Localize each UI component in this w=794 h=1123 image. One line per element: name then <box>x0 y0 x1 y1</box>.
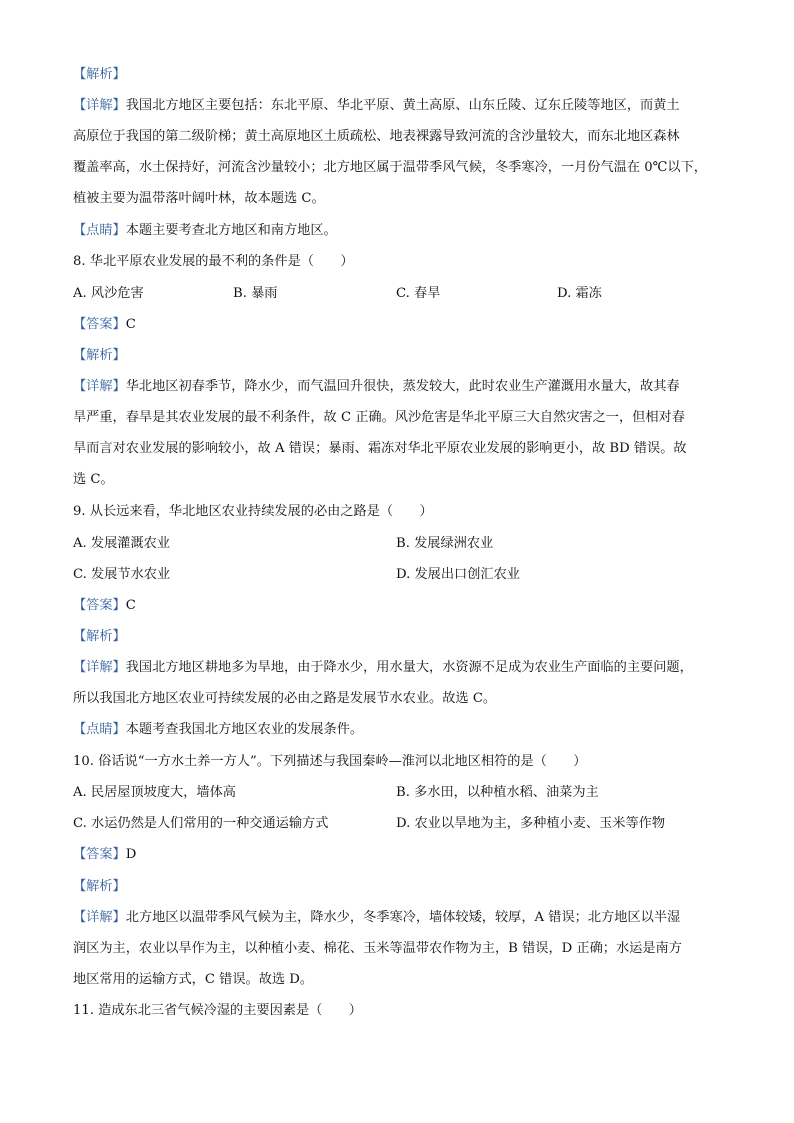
detail-line: 所以我国北方地区农业可持续发展的必由之路是发展节水农业。故选 C。 <box>73 691 497 706</box>
analysis-heading <box>73 66 126 84</box>
detail-line: 高原位于我国的第二级阶梯；黄土高原地区土质疏松、地表裸露导致河流的含沙量较大，而东北地区森林 <box>73 129 680 144</box>
question-stem: 10. 俗话说“一方水土养一方人”。下列描述与我国秦岭—淮河以北地区相符的是（ ） <box>73 754 587 769</box>
option-d: D. 农业以旱地为主，多种植小麦、玉米等作物 <box>396 816 666 831</box>
detail-text: 华北地区初春季节，降水少，而气温回升很快，蒸发较大，此时农业生产灌溉用水量大，故其春 <box>125 379 680 394</box>
detail-line: 旱严重，春旱是其农业发展的最不利条件，故 C 正确。风沙危害是华北平原三大自然灾害之一，但相对春 <box>73 410 685 425</box>
detail-line <box>73 378 680 396</box>
option-b: B. 暴雨 <box>233 286 278 301</box>
detail-label: 【详解】 <box>73 910 126 925</box>
option-a: A. 风沙危害 <box>73 286 144 301</box>
analysis-heading <box>73 628 126 646</box>
detail-line: 地区常用的运输方式，C 错误。故选 D。 <box>73 972 314 987</box>
question-stem: 8. 华北平原农业发展的最不利的条件是（ ） <box>73 254 354 269</box>
answer-value: C <box>125 598 136 613</box>
option-c: C. 春旱 <box>396 286 441 301</box>
option-a: A. 发展灌溉农业 <box>73 536 171 551</box>
analysis-heading <box>73 347 126 365</box>
detail-line <box>73 97 680 115</box>
analysis-label: 【解析】 <box>73 348 126 363</box>
detail-line: 覆盖率高，水土保持好，河流含沙量较小；北方地区属于温带季风气候，冬季寒冷，一月份气温在 0℃以下， <box>73 160 707 175</box>
answer-line <box>73 597 136 615</box>
answer-label: 【答案】 <box>73 598 126 613</box>
comment-text: 本题考查我国北方地区农业的发展条件。 <box>125 722 364 737</box>
detail-text: 我国北方地区主要包括：东北平原、华北平原、黄土高原、山东丘陵、辽东丘陵等地区，而黄土 <box>125 98 680 113</box>
answer-value: D <box>125 847 137 862</box>
option-c: C. 发展节水农业 <box>73 567 171 582</box>
detail-label: 【详解】 <box>73 660 126 675</box>
comment-line <box>73 222 337 240</box>
option-b: B. 多水田，以种植水稻、油菜为主 <box>396 785 599 800</box>
detail-label: 【详解】 <box>73 379 126 394</box>
detail-line: 润区为主，农业以旱作为主，以种植小麦、棉花、玉米等温带农作物为主，B 错误，D 正确；水运是南方 <box>73 941 682 956</box>
answer-line <box>73 316 136 334</box>
comment-label: 【点睛】 <box>73 223 126 238</box>
detail-label: 【详解】 <box>73 98 126 113</box>
detail-text: 我国北方地区耕地多为旱地，由于降水少，用水量大，水资源不足成为农业生产面临的主要问题， <box>125 660 693 675</box>
answer-label: 【答案】 <box>73 847 126 862</box>
option-c: C. 水运仍然是人们常用的一种交通运输方式 <box>73 816 329 831</box>
detail-text: 北方地区以温带季风气候为主，降水少，冬季寒冷，墙体较矮，较厚，A 错误；北方地区以半湿 <box>125 910 681 925</box>
answer-value: C <box>125 317 136 332</box>
option-d: D. 霜冻 <box>557 286 602 301</box>
question-stem: 9. 从长远来看，华北地区农业持续发展的必由之路是（ ） <box>73 504 433 519</box>
option-a: A. 民居屋顶坡度大，墙体高 <box>73 785 236 800</box>
answer-line <box>73 846 136 864</box>
comment-line <box>73 721 363 739</box>
question-stem: 11. 造成东北三省气候冷湿的主要因素是（ ） <box>73 1003 362 1018</box>
option-d: D. 发展出口创汇农业 <box>396 567 520 582</box>
answer-label: 【答案】 <box>73 317 126 332</box>
analysis-label: 【解析】 <box>73 629 126 644</box>
detail-line: 旱而言对农业发展的影响较小，故 A 错误；暴雨、霜冻对华北平原农业发展的影响更小，故 BD 错误。故 <box>73 441 687 456</box>
analysis-label: 【解析】 <box>73 67 126 82</box>
comment-label: 【点睛】 <box>73 722 126 737</box>
comment-text: 本题主要考查北方地区和南方地区。 <box>125 223 337 238</box>
detail-line: 植被主要为温带落叶阔叶林，故本题选 C。 <box>73 191 325 206</box>
detail-line: 选 C。 <box>73 472 114 487</box>
detail-line <box>73 909 680 927</box>
option-b: B. 发展绿洲农业 <box>396 536 494 551</box>
analysis-heading <box>73 878 126 896</box>
detail-line <box>73 659 693 677</box>
analysis-label: 【解析】 <box>73 879 126 894</box>
